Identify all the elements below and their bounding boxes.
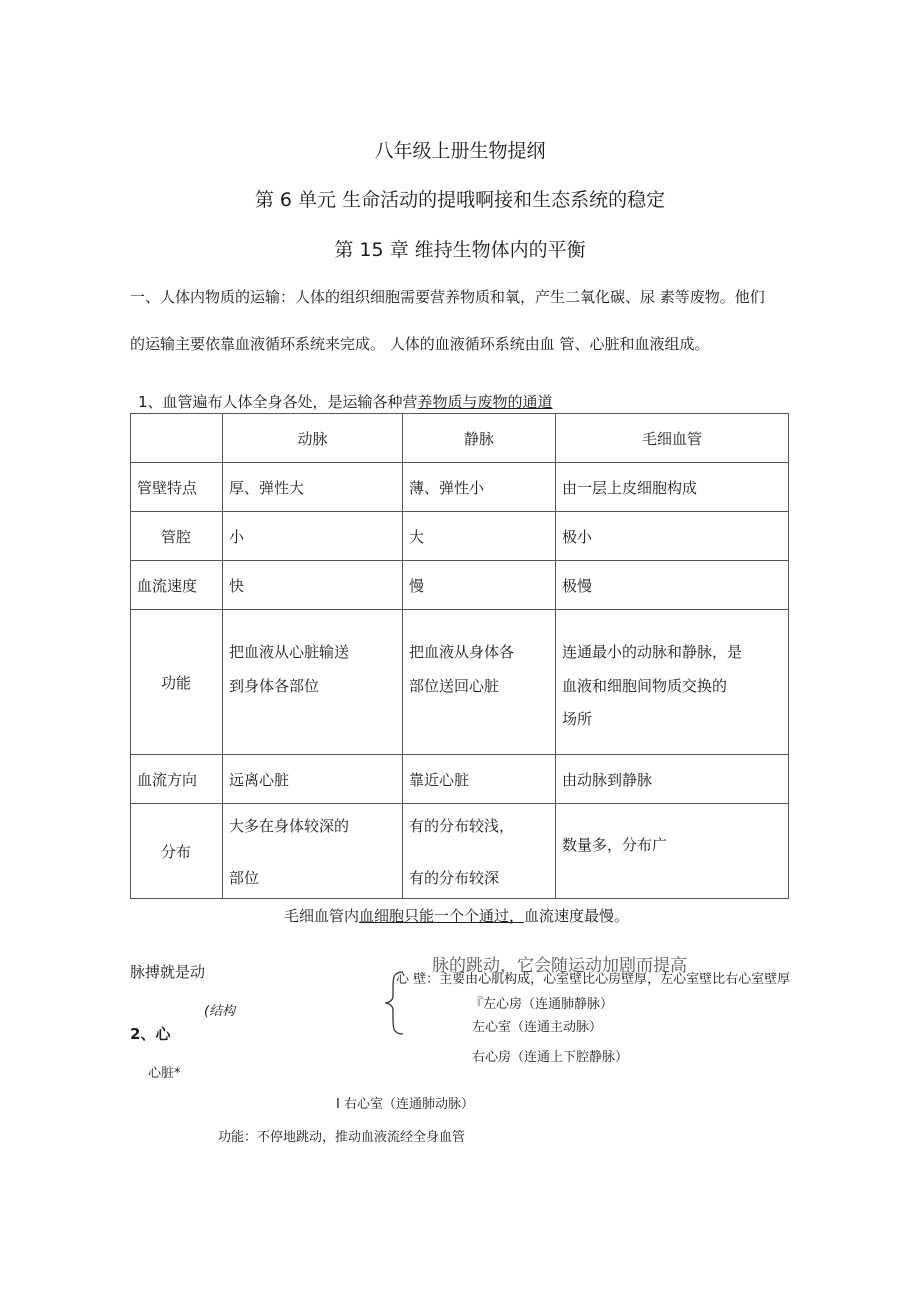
note-part-b: 血细胞只能一个个通过，	[359, 907, 525, 925]
unit-title: 第 6 单元 生命活动的提哦啊接和生态系统的稳定	[254, 189, 666, 211]
table-cell-line: 有的分布较浅，	[409, 817, 515, 835]
row-label: 管腔	[131, 512, 223, 561]
table-cell: 小	[229, 527, 245, 546]
table-cell-line: 把血液从身体各	[409, 643, 515, 661]
table-cell: 靠近心脏	[409, 770, 470, 789]
table-cell-line: 大多在身体较深的	[229, 817, 350, 835]
table-cell-line: 连通最小的动脉和静脉，是	[562, 643, 743, 661]
note-part-c: 血流速度最慢。	[524, 907, 630, 925]
chapter-title: 第 15 章 维持生物体内的平衡	[334, 239, 586, 261]
table-row	[131, 463, 789, 512]
header-cell-capillary: 毛细血管	[556, 414, 789, 463]
table-row	[131, 610, 789, 755]
row-label: 血流速度	[131, 561, 223, 610]
table-cell-line: 到身体各部位	[229, 677, 320, 695]
section-2-heading: 2、心	[130, 1025, 171, 1043]
table-cell: 极慢	[562, 576, 593, 595]
brace-icon	[383, 970, 405, 1036]
pulse-overlay-text: 脉的跳动，它会随运动加剧而提高	[432, 956, 687, 976]
header-cell	[131, 414, 223, 463]
table-row	[131, 512, 789, 561]
heart-wall-text: 心 壁：主要由心肌构成，心室壁比心房壁厚，左心室壁比右心室壁厚	[396, 972, 791, 987]
row-label: 分布	[131, 804, 223, 899]
header-cell-vein: 静脉	[403, 414, 556, 463]
row-label: 功能	[131, 610, 223, 755]
table-cell: 大	[409, 527, 425, 546]
table-cell: 快	[229, 576, 245, 595]
pulse-text: 脉搏就是动	[130, 963, 206, 981]
table-cell: 薄、弹性小	[409, 478, 485, 497]
table-row	[131, 755, 789, 804]
table-cell: 由一层上皮细胞构成	[562, 478, 698, 497]
section-1-heading	[138, 391, 553, 412]
right-atrium-text: 右心房（连通上下腔静脉）	[472, 1050, 629, 1065]
note-part-a: 毛细血管内	[284, 907, 360, 925]
right-ventricle-text: I 右心室（连通肺动脉）	[336, 1097, 474, 1112]
heart-label: 心脏*	[148, 1066, 181, 1081]
capillary-note	[284, 905, 629, 926]
heart-function-text: 功能：不停地跳动，推动血液流经全身血管	[218, 1130, 466, 1145]
table-cell-line: 有的分布较深	[409, 869, 500, 887]
structure-label: (结构	[204, 1004, 236, 1019]
table-row	[131, 804, 789, 899]
table-cell: 慢	[409, 576, 425, 595]
table-cell-line: 部位	[229, 869, 260, 887]
table-row	[131, 561, 789, 610]
intro-line-2: 的运输主要依靠血液循环系统来完成。 人体的血液循环系统由血 管、心脏和血液组成。	[130, 335, 710, 353]
left-atrium-text: 『左心房（连通肺静脉）	[470, 997, 614, 1012]
header-cell-artery: 动脉	[223, 414, 403, 463]
document-title: 八年级上册生物提纲	[374, 140, 546, 162]
table-cell: 由动脉到静脉	[562, 770, 653, 789]
row-label: 血流方向	[131, 755, 223, 804]
table-cell: 极小	[562, 527, 593, 546]
table-cell-line: 部位送回心脏	[409, 677, 500, 695]
table-cell-line: 把血液从心脏输送	[229, 643, 350, 661]
row-label: 管壁特点	[131, 463, 223, 512]
table-cell-line: 血液和细胞间物质交换的	[562, 677, 728, 695]
section-1-prefix: 1、血管遍布人体全身各处，是运输各种营	[138, 393, 418, 411]
left-ventricle-text: 左心室（连通主动脉）	[472, 1020, 603, 1035]
section-1-underlined: 养物质与废物的通道	[417, 393, 553, 411]
intro-line-1: 一、人体内物质的运输：人体的组织细胞需要营养物质和氧，产生二氧化碳、尿 素等废物。他们	[130, 288, 765, 306]
table-cell: 数量多，分布广	[562, 835, 668, 854]
vessel-comparison-table	[130, 413, 789, 899]
table-header-row	[131, 414, 789, 463]
table-cell: 厚、弹性大	[229, 478, 305, 497]
table-cell-line: 场所	[562, 710, 593, 728]
table-cell: 远离心脏	[229, 770, 290, 789]
